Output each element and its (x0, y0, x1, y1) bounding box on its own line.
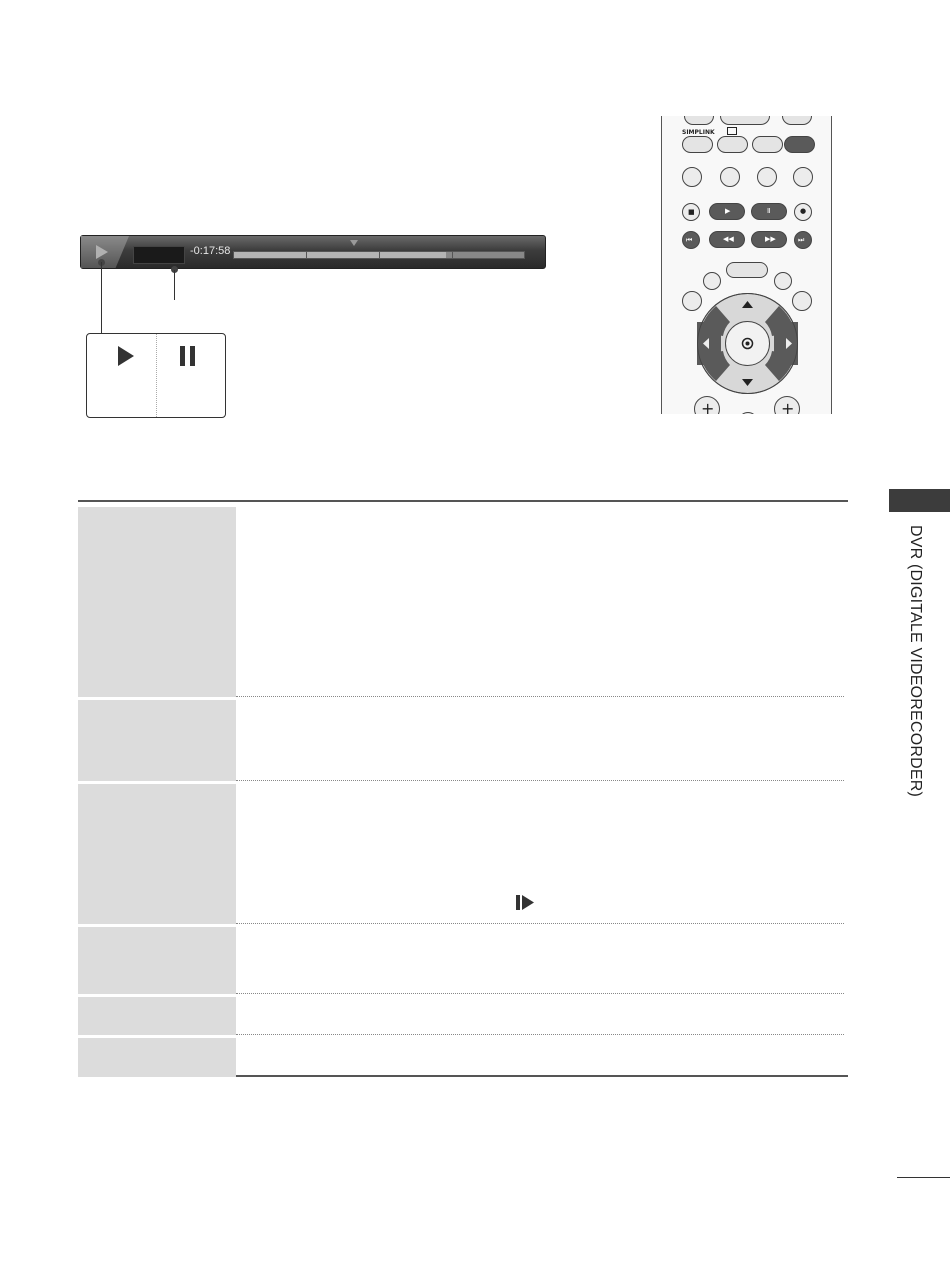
progress-track[interactable] (233, 251, 525, 259)
skip-forward-button[interactable]: ⏭ (794, 231, 812, 249)
volume-up-button[interactable]: + (694, 396, 720, 414)
remote-button[interactable] (774, 272, 792, 290)
current-time-box (133, 246, 185, 264)
simplink-label: SIMPLINK (682, 129, 715, 136)
callout-line-time (174, 270, 175, 300)
play-button[interactable]: ▶ (709, 203, 745, 220)
remote-button[interactable] (782, 116, 812, 125)
play-icon (118, 346, 134, 366)
row-header (78, 507, 236, 697)
fast-forward-button[interactable]: ▶▶ (751, 231, 787, 248)
position-marker-icon (350, 240, 358, 246)
navigation-pad[interactable] (696, 292, 799, 395)
page-number-rule (897, 1177, 950, 1178)
record-button[interactable]: ● (794, 203, 812, 221)
row-header (78, 997, 236, 1035)
chapter-tab (889, 489, 950, 512)
table-row (78, 700, 848, 781)
remote-button[interactable] (784, 136, 815, 153)
pause-button[interactable]: Ⅱ (751, 203, 787, 220)
remote-button[interactable] (738, 412, 758, 414)
row-header (78, 700, 236, 781)
remote-button[interactable] (720, 116, 770, 125)
table-row (78, 997, 848, 1035)
simplink-button[interactable] (682, 136, 713, 153)
color-button-2[interactable] (720, 167, 740, 187)
pause-icon (180, 346, 196, 366)
progress-fill (234, 252, 446, 258)
row-header (78, 1038, 236, 1077)
row-header (78, 784, 236, 924)
playback-state-indicator (81, 236, 129, 268)
remote-button[interactable] (726, 262, 768, 278)
text-button[interactable] (717, 136, 748, 153)
row-header (78, 927, 236, 994)
function-table (78, 500, 848, 1077)
table-row (78, 784, 848, 924)
remote-button[interactable] (752, 136, 783, 153)
callout-line-state (101, 262, 102, 334)
table-row (78, 1038, 848, 1077)
table-row (78, 927, 848, 994)
remote-button[interactable] (684, 116, 714, 125)
table-row (78, 507, 848, 697)
remote-button[interactable] (703, 272, 721, 290)
color-button-1[interactable] (682, 167, 702, 187)
playback-bar (80, 235, 546, 269)
remaining-time: -0:17:58 (190, 245, 231, 257)
stop-button[interactable]: ■ (682, 203, 700, 221)
color-button-4[interactable] (793, 167, 813, 187)
chapter-title: DVR (DIGITALE VIDEORECORDER) (907, 525, 924, 797)
text-icon (727, 127, 737, 135)
channel-up-button[interactable]: + (774, 396, 800, 414)
skip-back-button[interactable]: ⏮ (682, 231, 700, 249)
remote-control (661, 116, 832, 414)
play-state-icon (96, 245, 108, 259)
slow-play-icon (516, 895, 534, 910)
color-button-3[interactable] (757, 167, 777, 187)
rewind-button[interactable]: ◀◀ (709, 231, 745, 248)
playback-state-legend (86, 333, 226, 418)
